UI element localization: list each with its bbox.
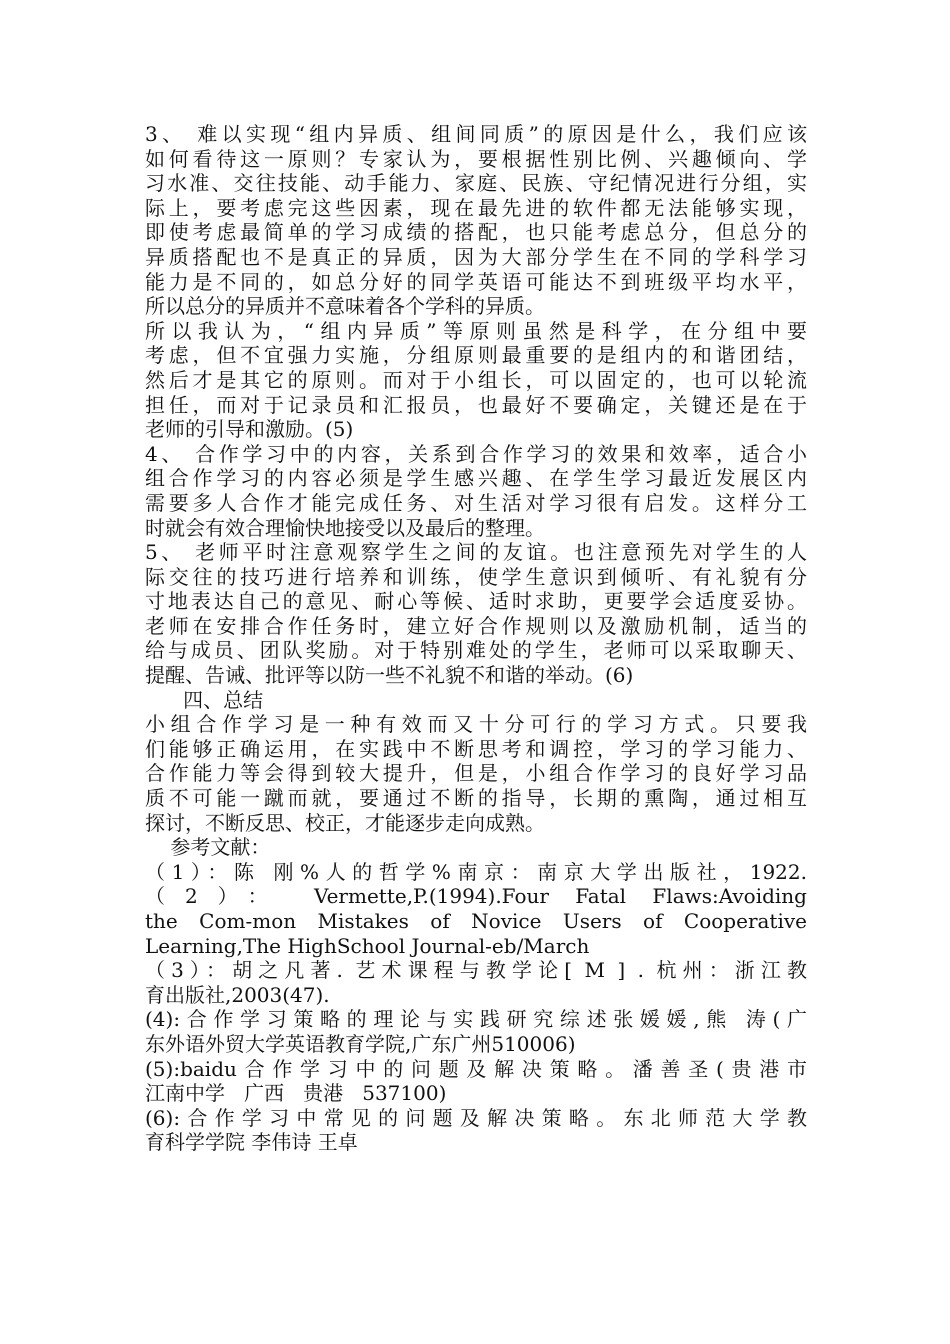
text-line: （3）：胡之凡著. 艺术课程与教学论[ M ] . 杭州：浙江教 bbox=[145, 958, 807, 983]
text-line: 老师的引导和激励。(5) bbox=[145, 417, 354, 442]
text-line: 组合作学习的内容必须是学生感兴趣、在学生学习最近发展区内 bbox=[145, 466, 807, 491]
text-line: 给与成员、团队奖励。对于特别难处的学生，老师可以采取聊天、 bbox=[145, 638, 807, 663]
text-line: 育科学学院 李伟诗 王卓 bbox=[145, 1130, 358, 1155]
text-line: 江南中学 广西 贵港 537100) bbox=[145, 1081, 447, 1106]
text-line: 小组合作学习是一种有效而又十分可行的学习方式。只要我 bbox=[145, 712, 807, 737]
text-line: 际交往的技巧进行培养和训练，使学生意识到倾听、有礼貌有分 bbox=[145, 564, 807, 589]
text-line: (4):合作学习策略的理论与实践研究综述张媛媛,熊 涛(广 bbox=[145, 1007, 807, 1032]
text-line: 时就会有效合理愉快地接受以及最后的整理。 bbox=[145, 515, 545, 540]
text-line: （1）：陈 刚%人的哲学%南京：南京大学出版社，1922. bbox=[145, 859, 807, 884]
text-line: (5):baidu合作学习中的问题及解决策略。潘善圣(贵港市 bbox=[145, 1056, 807, 1081]
text-line: 然后才是其它的原则。而对于小组长，可以固定的，也可以轮流 bbox=[145, 367, 807, 392]
document-page bbox=[145, 122, 807, 1155]
text-line: 如何看待这一原则？专家认为，要根据性别比例、兴趣倾向、学 bbox=[145, 146, 807, 171]
text-line: 习水准、交往技能、动手能力、家庭、民族、守纪情况进行分组，实 bbox=[145, 171, 807, 196]
text-line: 探讨，不断反思、校正，才能逐步走向成熟。 bbox=[145, 810, 545, 835]
text-line: 们能够正确运用，在实践中不断思考和调控，学习的学习能力、 bbox=[145, 736, 807, 761]
text-line: (6):合作学习中常见的问题及解决策略。东北师范大学教 bbox=[145, 1105, 807, 1130]
text-line: 所以我认为，“组内异质”等原则虽然是科学，在分组中要 bbox=[145, 318, 807, 343]
text-line: 担任，而对于记录员和汇报员，也最好不要确定，关键还是在于 bbox=[145, 392, 807, 417]
text-line: 老师在安排合作任务时，建立好合作规则以及激励机制，适当的 bbox=[145, 613, 807, 638]
text-line: the Com-mon Mistakes of Novice Users of Cooperative bbox=[145, 909, 807, 933]
text-line: 际上，要考虑完这些因素，现在最先进的软件都无法能够实现， bbox=[145, 195, 807, 220]
text-line: 3、 难以实现“组内异质、组间同质”的原因是什么，我们应该 bbox=[145, 122, 807, 146]
text-line: 寸地表达自己的意见、耐心等候、适时求助，更要学会适度妥协。 bbox=[145, 589, 807, 614]
text-line: 即使考虑最简单的学习成绩的搭配，也只能考虑总分，但总分的 bbox=[145, 220, 807, 245]
text-line: 参考文献： bbox=[145, 835, 271, 860]
text-line: 5、 老师平时注意观察学生之间的友谊。也注意预先对学生的人 bbox=[145, 540, 807, 565]
text-line: （2）： Vermette,P.(1994).Four Fatal Flaws:Avoiding bbox=[145, 884, 807, 909]
text-line: 合作能力等会得到较大提升，但是，小组合作学习的良好学习品 bbox=[145, 761, 807, 786]
text-line: 四、总结 bbox=[145, 687, 264, 712]
text-line: 育出版社,2003(47). bbox=[145, 982, 330, 1007]
text-line: 4、 合作学习中的内容，关系到合作学习的效果和效率，适合小 bbox=[145, 441, 807, 466]
text-line: 能力是不同的，如总分好的同学英语可能达不到班级平均水平， bbox=[145, 269, 807, 294]
text-line: 质不可能一蹴而就，要通过不断的指导，长期的熏陶，通过相互 bbox=[145, 786, 807, 811]
text-line: 所以总分的异质并不意味着各个学科的异质。 bbox=[145, 294, 545, 319]
text-line: 考虑，但不宜强力实施，分组原则最重要的是组内的和谐团结， bbox=[145, 343, 807, 368]
text-line: Learning,The HighSchool Journal-eb/March bbox=[145, 933, 590, 958]
text-line: 提醒、告诫、批评等以防一些不礼貌不和谐的举动。(6) bbox=[145, 663, 634, 688]
text-line: 东外语外贸大学英语教育学院,广东广州510006) bbox=[145, 1031, 576, 1056]
text-line: 异质搭配也不是真正的异质，因为大部分学生在不同的学科学习 bbox=[145, 244, 807, 269]
text-line: 需要多人合作才能完成任务、对生活对学习很有启发。这样分工 bbox=[145, 490, 807, 515]
